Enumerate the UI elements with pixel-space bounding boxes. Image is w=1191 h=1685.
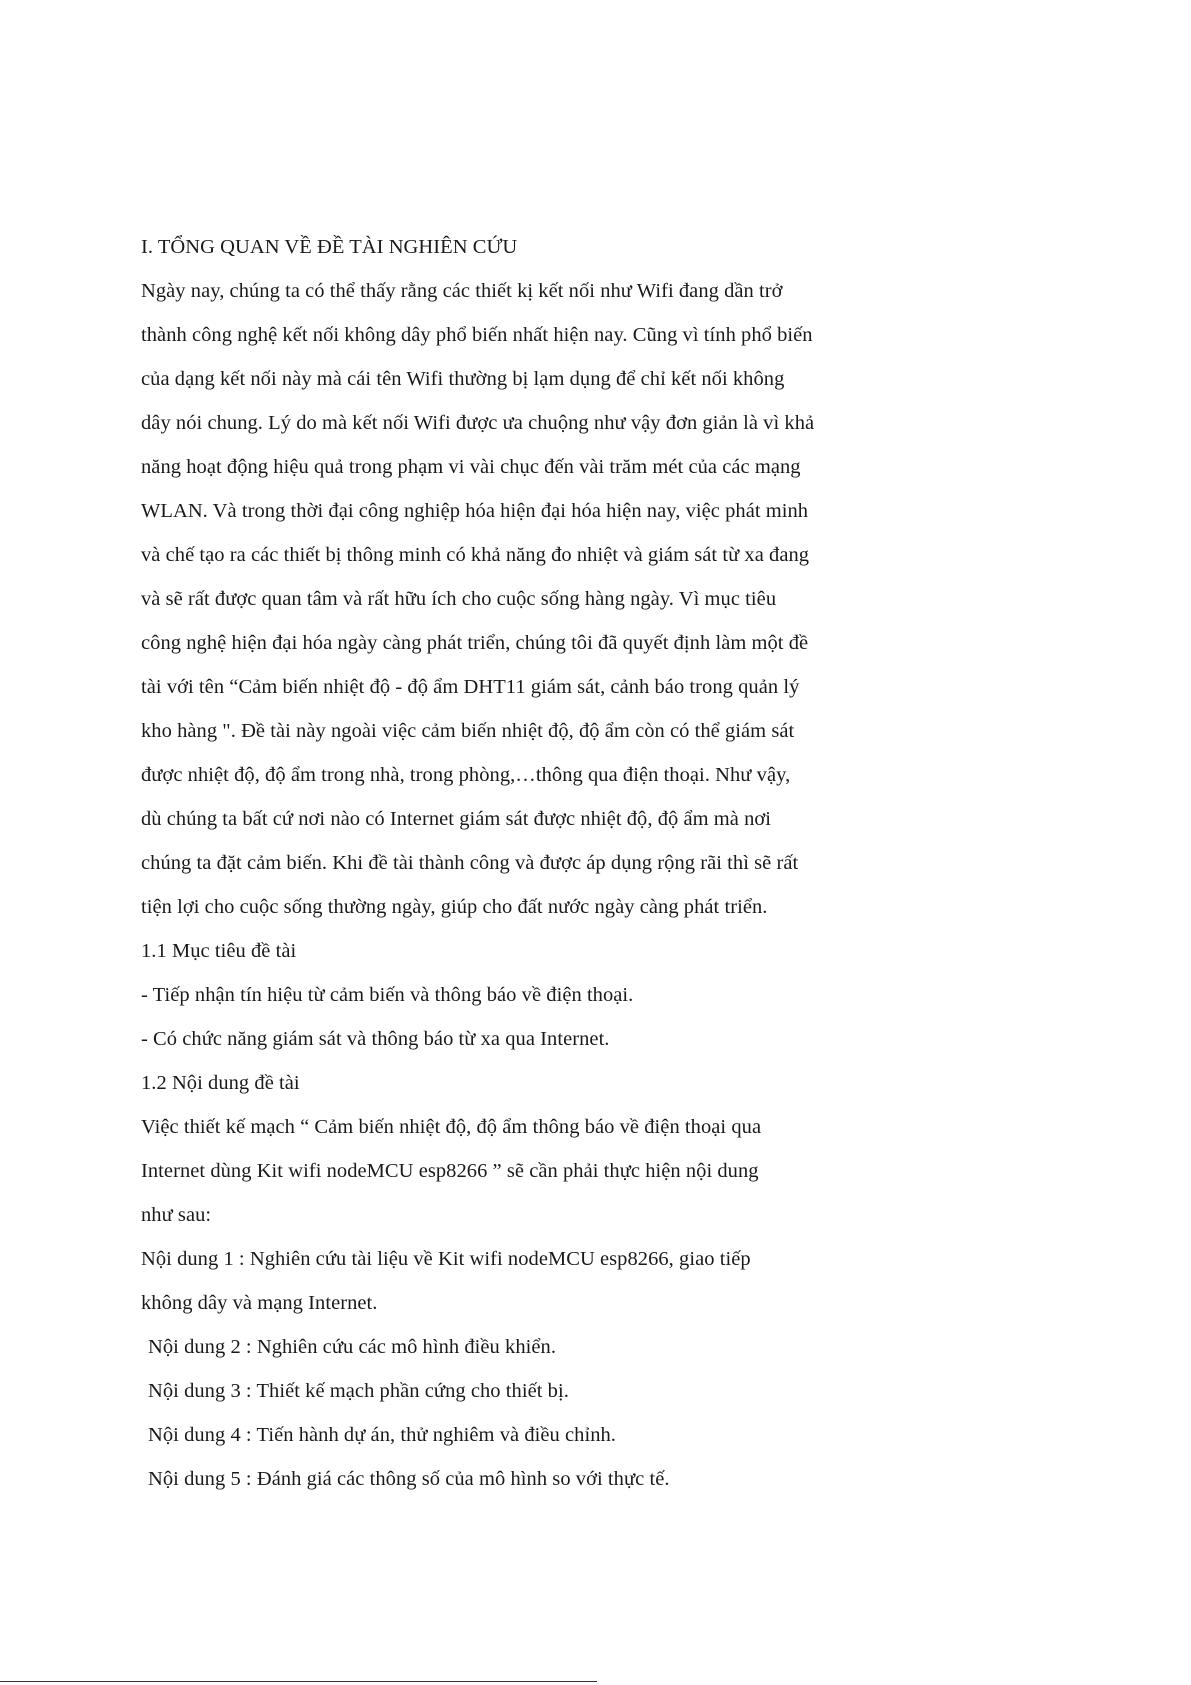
intro-line: tài với tên “Cảm biến nhiệt độ - độ ẩm DHT11 giám sát, cảnh báo trong quản lý	[141, 676, 800, 698]
intro-line: thành công nghệ kết nối không dây phổ biến nhất hiện nay. Cũng vì tính phổ biến	[141, 324, 813, 346]
intro-line: Ngày nay, chúng ta có thể thấy rằng các thiết kị kết nối như Wifi đang dần trở	[141, 280, 783, 302]
objective-item: - Tiếp nhận tín hiệu từ cảm biến và thông báo về điện thoại.	[141, 984, 634, 1006]
intro-line: WLAN. Và trong thời đại công nghiệp hóa hiện đại hóa hiện nay, việc phát minh	[141, 500, 809, 522]
content-item: Nội dung 4 : Tiến hành dự án, thử nghiêm và điều chỉnh.	[148, 1424, 616, 1446]
section-heading: I. TỔNG QUAN VỀ ĐỀ TÀI NGHIÊN CỨU	[141, 236, 518, 258]
content-item: Nội dung 3 : Thiết kế mạch phần cứng cho thiết bị.	[148, 1380, 569, 1402]
objective-item: - Có chức năng giám sát và thông báo từ xa qua Internet.	[141, 1028, 610, 1050]
intro-line: công nghệ hiện đại hóa ngày càng phát triển, chúng tôi đã quyết định làm một đề	[141, 632, 809, 654]
content-item: Nội dung 2 : Nghiên cứu các mô hình điều khiển.	[148, 1336, 557, 1358]
bottom-divider	[0, 1681, 597, 1682]
content-line: như sau:	[141, 1204, 212, 1226]
intro-line: dây nói chung. Lý do mà kết nối Wifi được ưa chuộng như vậy đơn giản là vì khả	[141, 412, 815, 434]
intro-line: của dạng kết nối này mà cái tên Wifi thường bị lạm dụng để chỉ kết nối không	[141, 368, 785, 390]
intro-line: được nhiệt độ, độ ẩm trong nhà, trong phòng,…thông qua điện thoại. Như vậy,	[141, 764, 791, 786]
intro-line: dù chúng ta bất cứ nơi nào có Internet giám sát được nhiệt độ, độ ẩm mà nơi	[141, 808, 772, 830]
intro-line: và chế tạo ra các thiết bị thông minh có khả năng đo nhiệt và giám sát từ xa đang	[141, 544, 810, 566]
content-item: Nội dung 5 : Đánh giá các thông số của mô hình so với thực tế.	[148, 1468, 670, 1490]
subsection-title: 1.2 Nội dung đề tài	[141, 1072, 300, 1094]
intro-line: kho hàng ". Đề tài này ngoài việc cảm biến nhiệt độ, độ ẩm còn có thể giám sát	[141, 720, 795, 742]
intro-line: tiện lợi cho cuộc sống thường ngày, giúp cho đất nước ngày càng phát triển.	[141, 896, 768, 918]
content-line: Việc thiết kế mạch “ Cảm biến nhiệt độ, độ ẩm thông báo về điện thoại qua	[141, 1116, 762, 1138]
content-line: Internet dùng Kit wifi nodeMCU esp8266 ” sẽ cần phải thực hiện nội dung	[141, 1160, 759, 1182]
intro-line: và sẽ rất được quan tâm và rất hữu ích cho cuộc sống hàng ngày. Vì mục tiêu	[141, 588, 777, 610]
content-line: Nội dung 1 : Nghiên cứu tài liệu về Kit wifi nodeMCU esp8266, giao tiếp	[141, 1248, 751, 1270]
content-line: không dây và mạng Internet.	[141, 1292, 378, 1314]
intro-line: năng hoạt động hiệu quả trong phạm vi vài chục đến vài trăm mét của các mạng	[141, 456, 801, 478]
intro-line: chúng ta đặt cảm biến. Khi đề tài thành công và được áp dụng rộng rãi thì sẽ rất	[141, 852, 799, 874]
subsection-title: 1.1 Mục tiêu đề tài	[141, 940, 297, 962]
